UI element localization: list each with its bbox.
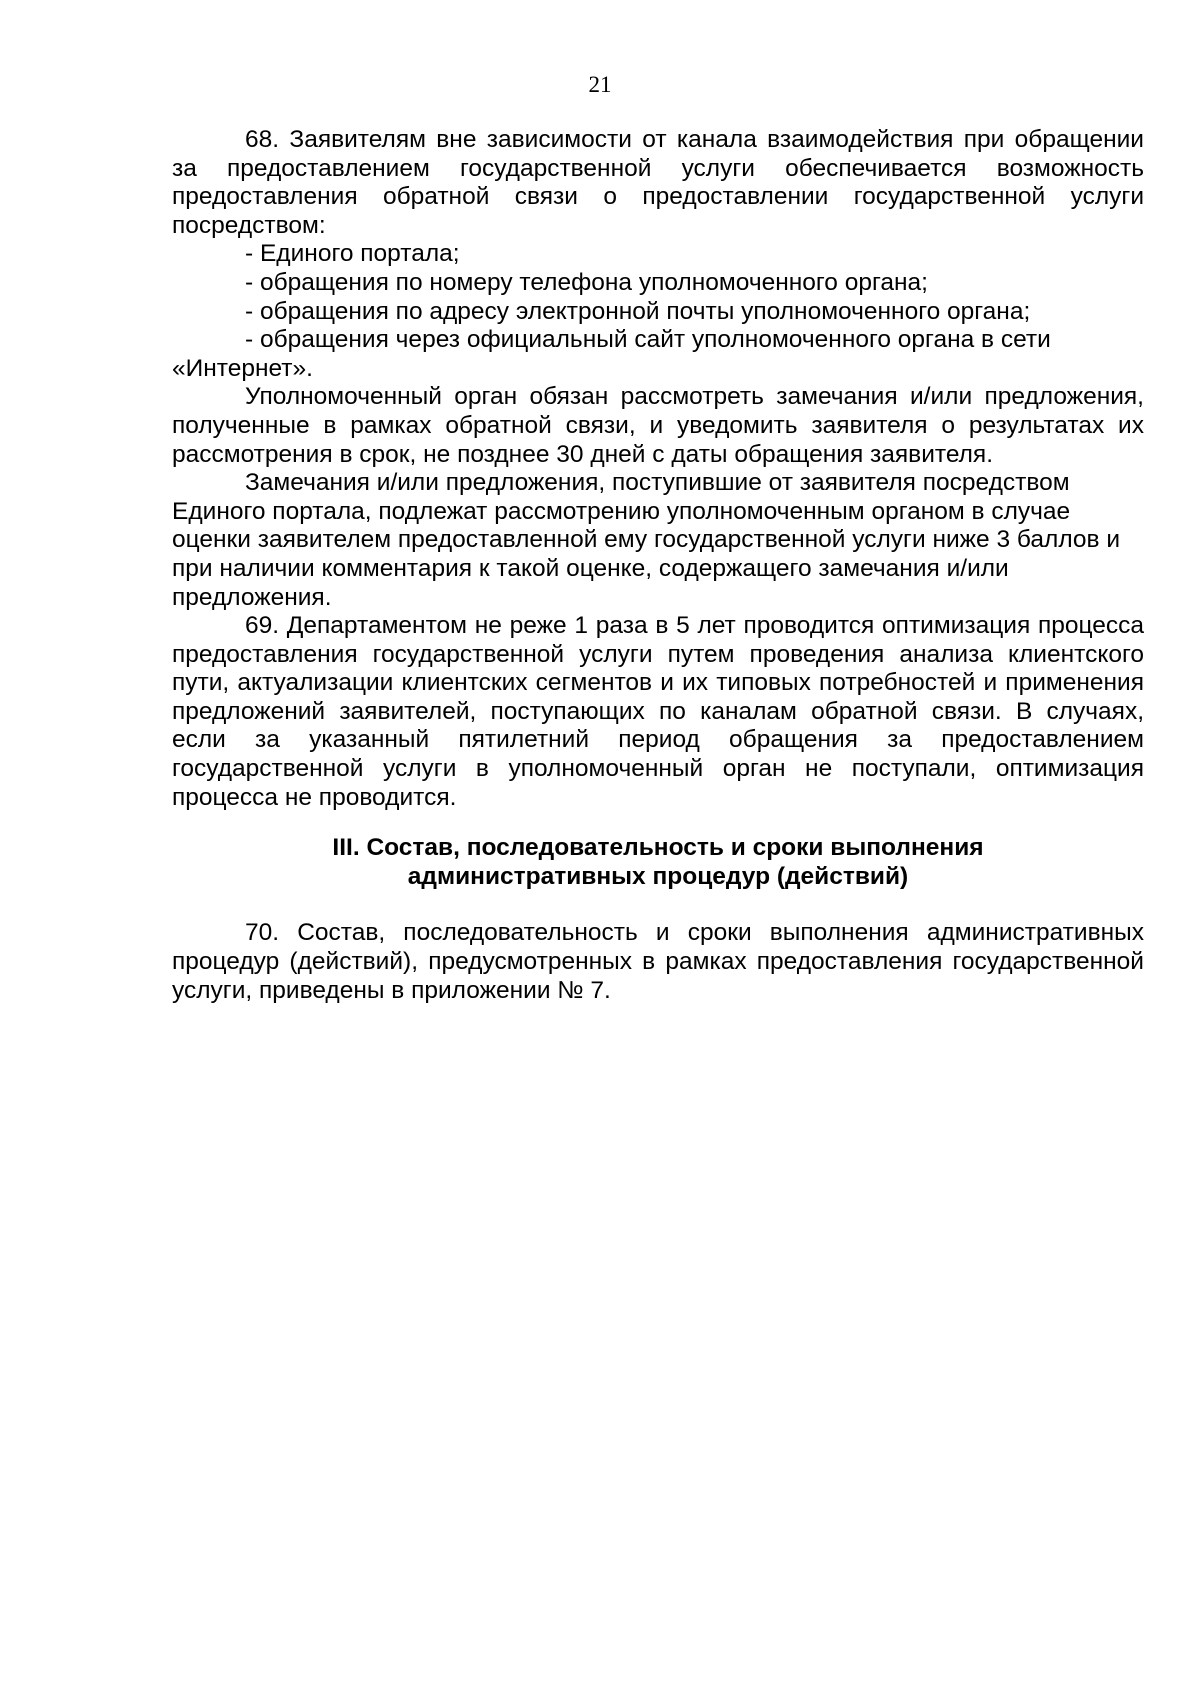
document-body [172,126,1144,1005]
paragraph-remarks: Замечания и/или предложения, поступившие от заявителя посредством Единого портала, подлежат рассмотрению уполномоченным органом в случае оценки заявителем предоставленной ему государственной услуги ниже 3 баллов и при наличии комментария к такой оценке, содержащего замечания и/или предложения. [172,469,1121,611]
list-item-website: - обращения через официальный сайт уполномоченного органа в сети «Интернет». [172,326,1051,382]
paragraph-69: 69. Департаментом не реже 1 раза в 5 лет проводится оптимизация процесса предоставления государственной услуги путем проведения анализа клиентского пути, актуализации клиентских сегментов и их типовых потребностей и применения предложений заявителей, поступающих по каналам обратной связи. В случаях, если за указанный пятилетний период обращения за предоставлением государственной услуги в уполномоченный орган не поступали, оптимизация процесса не проводится. [172,612,1144,811]
paragraph-obligation: Уполномоченный орган обязан рассмотреть замечания и/или предложения, полученные в рамках обратной связи, и уведомить заявителя о результатах их рассмотрения в срок, не позднее 30 дней с даты обращения заявителя. [172,383,1144,468]
list-item-single-portal: - Единого портала; [245,240,460,268]
paragraph-68-intro: 68. Заявителям вне зависимости от канала взаимодействия при обращении за предоставлением государственной услуги обеспечивается возможность предоставления обратной связи о предоставлении государственной услуги посредством: [172,126,1144,239]
section-heading-line-1: III. Состав, последовательность и сроки выполнения [332,834,984,862]
list-item-email: - обращения по адресу электронной почты уполномоченного органа; [245,297,1031,325]
section-heading-line-2: административных процедур (действий) [407,862,909,890]
section-heading [172,834,1144,891]
paragraph-70: 70. Состав, последовательность и сроки выполнения административных процедур (действий), предусмотренных в рамках предоставления государственной услуги, приведены в приложении № 7. [172,919,1144,1004]
page-number: 21 [588,72,612,97]
list-item-phone: - обращения по номеру телефона уполномоченного органа; [245,268,928,296]
